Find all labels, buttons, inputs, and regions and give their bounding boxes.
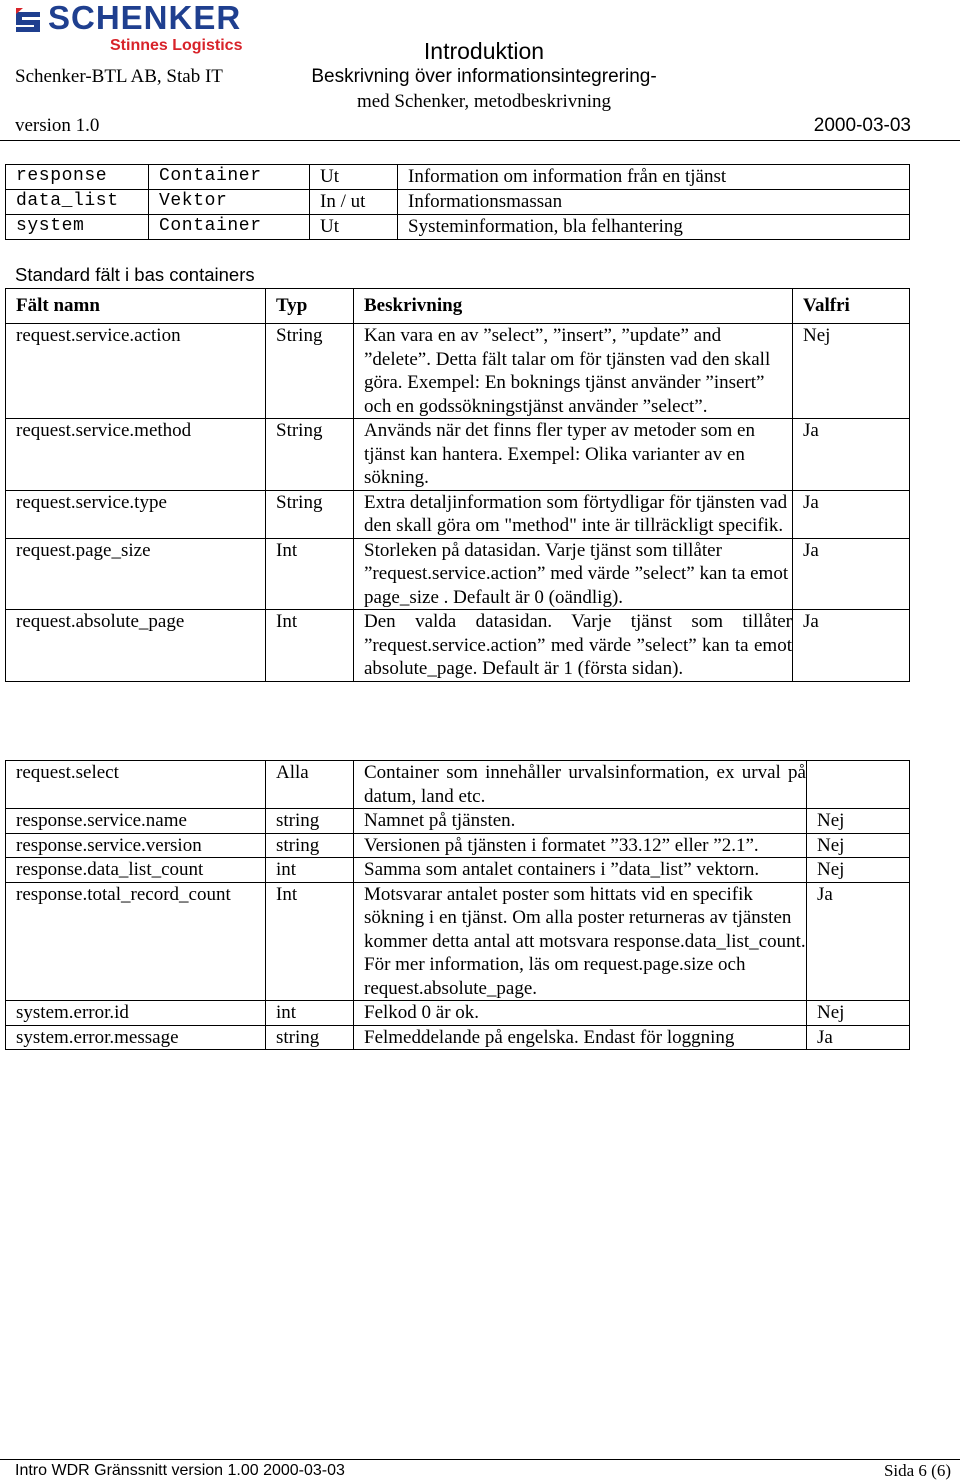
cell-description: Information om information från en tjänst	[398, 165, 910, 190]
table-row	[6, 610, 910, 682]
cell-name: response.service.name	[6, 809, 266, 834]
cell-type: int	[266, 858, 354, 883]
cell-optional: Ja	[807, 1025, 910, 1050]
cell-optional: Nej	[793, 324, 910, 419]
table-row	[6, 1025, 910, 1050]
header-rule	[0, 140, 960, 141]
document-date: 2000-03-03	[813, 115, 911, 136]
cell-name: response.data_list_count	[6, 858, 266, 883]
logo-subline: Stinnes Logistics	[110, 37, 243, 54]
cell-direction: Ut	[310, 215, 398, 240]
cell-optional: Nej	[807, 809, 910, 834]
cell-description: Storleken på datasidan. Varje tjänst som tillåter ”request.service.action” med värde ”select” kan ta emot page_size . Default är 0 (oändlig).	[354, 538, 793, 610]
cell-type: String	[266, 419, 354, 491]
table-row	[6, 538, 910, 610]
cell-type: String	[266, 490, 354, 538]
cell-name: system.error.id	[6, 1001, 266, 1026]
cell-description: Samma som antalet containers i ”data_list” vektorn.	[354, 858, 807, 883]
table-row	[6, 833, 910, 858]
cell-type: string	[266, 833, 354, 858]
cell-description: Container som innehåller urvalsinformation, ex urval på datum, land etc.	[354, 761, 807, 809]
cell-type: Int	[266, 882, 354, 1001]
document-version: version 1.0	[15, 115, 100, 136]
cell-name: response.service.version	[6, 833, 266, 858]
schenker-s-mark-icon	[14, 6, 42, 36]
fields-table	[5, 288, 910, 682]
cell-name: system	[6, 215, 149, 240]
cell-optional: Ja	[793, 538, 910, 610]
header-field-name: Fält namn	[6, 289, 266, 324]
cell-description: Extra detaljinformation som förtydligar för tjänsten vad den skall göra om "method" inte är tillräckligt specifik.	[354, 490, 793, 538]
cell-description: Används när det finns fler typer av metoder som en tjänst kan hantera. Exempel: Olika varianter av en sökning.	[354, 419, 793, 491]
cell-type: String	[266, 324, 354, 419]
document-subtitle-line1: Beskrivning över informationsintegrering-	[311, 66, 657, 87]
cell-optional	[807, 761, 910, 809]
cell-description: Namnet på tjänsten.	[354, 809, 807, 834]
cell-description: Motsvarar antalet poster som hittats vid en specifik sökning i en tjänst. Om alla poster returneras av tjänsten kommer detta antal att motsvara response.data_list_count. För mer information, läs om request.page.size och request.absolute_page.	[354, 882, 807, 1001]
cell-type: string	[266, 1025, 354, 1050]
cell-optional: Nej	[807, 858, 910, 883]
footer-rule	[0, 1459, 960, 1460]
cell-optional: Nej	[807, 833, 910, 858]
logo-wordmark: SCHENKER	[48, 0, 242, 36]
table-row	[6, 324, 910, 419]
company-name: Schenker-BTL AB, Stab IT	[15, 66, 223, 87]
table-row	[6, 761, 910, 809]
cell-type: Int	[266, 538, 354, 610]
container-table	[5, 164, 910, 240]
table-row	[6, 215, 910, 240]
table-row	[6, 1001, 910, 1026]
table-row	[6, 190, 910, 215]
cell-type: Container	[149, 165, 310, 190]
header-type: Typ	[266, 289, 354, 324]
cell-description: Informationsmassan	[398, 190, 910, 215]
table-row	[6, 165, 910, 190]
cell-name: system.error.message	[6, 1025, 266, 1050]
cell-type: Container	[149, 215, 310, 240]
cell-optional: Ja	[793, 419, 910, 491]
cell-direction: Ut	[310, 165, 398, 190]
cell-type: string	[266, 809, 354, 834]
cell-description: Felkod 0 är ok.	[354, 1001, 807, 1026]
cell-optional: Ja	[793, 610, 910, 682]
table-header-row	[6, 289, 910, 324]
section-caption: Standard fält i bas containers	[15, 264, 255, 285]
cell-description: Systeminformation, bla felhantering	[398, 215, 910, 240]
cell-name: response.total_record_count	[6, 882, 266, 1001]
footer-document-info: Intro WDR Gränssnitt version 1.00 2000-03-03	[15, 1462, 345, 1479]
table-row	[6, 882, 910, 1001]
cell-optional: Ja	[793, 490, 910, 538]
document-title: Introduktion	[423, 38, 545, 64]
schenker-logo	[14, 0, 254, 58]
table-row	[6, 809, 910, 834]
cell-direction: In / ut	[310, 190, 398, 215]
cell-name: request.page_size	[6, 538, 266, 610]
cell-name: request.service.method	[6, 419, 266, 491]
cell-type: Int	[266, 610, 354, 682]
table-row	[6, 490, 910, 538]
cell-description: Kan vara en av ”select”, ”insert”, ”update” and ”delete”. Detta fält talar om för tjänsten vad den skall göra. Exempel: En boknings tjänst använder ”insert” och en godssökningstjänst använder ”select”.	[354, 324, 793, 419]
cell-name: request.service.action	[6, 324, 266, 419]
cell-optional: Nej	[807, 1001, 910, 1026]
cell-type: int	[266, 1001, 354, 1026]
cell-description: Felmeddelande på engelska. Endast för loggning	[354, 1025, 807, 1050]
header-optional: Valfri	[793, 289, 910, 324]
cell-name: request.service.type	[6, 490, 266, 538]
document-subtitle-line2: med Schenker, metodbeskrivning	[356, 91, 612, 112]
cell-name: request.select	[6, 761, 266, 809]
more-fields-table	[5, 760, 910, 1050]
cell-name: data_list	[6, 190, 149, 215]
table-row	[6, 419, 910, 491]
cell-optional: Ja	[807, 882, 910, 1001]
cell-type: Vektor	[149, 190, 310, 215]
cell-description: Den valda datasidan. Varje tjänst som tillåter ”request.service.action” med värde ”select” kan ta emot absolute_page. Default är 1 (första sidan).	[354, 610, 793, 682]
header-description: Beskrivning	[354, 289, 793, 324]
cell-type: Alla	[266, 761, 354, 809]
cell-name: response	[6, 165, 149, 190]
table-row	[6, 858, 910, 883]
footer-page-number: Sida 6 (6)	[883, 1461, 951, 1480]
cell-name: request.absolute_page	[6, 610, 266, 682]
cell-description: Versionen på tjänsten i formatet ”33.12” eller ”2.1”.	[354, 833, 807, 858]
